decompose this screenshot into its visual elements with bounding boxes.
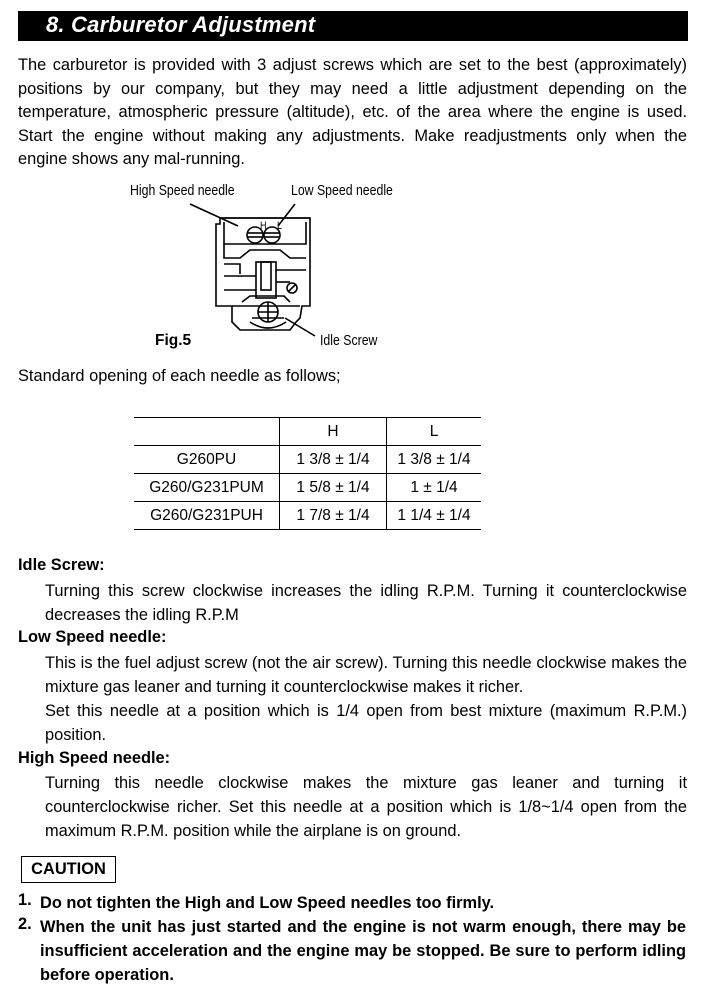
table-cell-h: 1 7/8 ± 1/4 (280, 502, 387, 530)
carburetor-figure (120, 178, 420, 356)
figure-caption: Fig.5 (155, 332, 192, 349)
low-speed-body-1: This is the fuel adjust screw (not the air screw). Turning this needle clockwise makes the mixture gas leaner and turning it counterclockwise makes it richer. (45, 654, 687, 696)
idle-screw-label: Idle Screw (320, 332, 378, 349)
table-cell-l: 1 3/8 ± 1/4 (387, 446, 482, 474)
table-row (134, 474, 481, 502)
table-header-h: H (280, 418, 387, 446)
table-cell-model: G260/G231PUM (134, 474, 280, 502)
table-cell-h: 1 3/8 ± 1/4 (280, 446, 387, 474)
table-row (134, 446, 481, 474)
high-speed-needle-label: High Speed needle (130, 182, 235, 199)
table-cell-h: 1 5/8 ± 1/4 (280, 474, 387, 502)
high-speed-body: Turning this needle clockwise makes the mixture gas leaner and turning it counterclockwise richer. Set this needle at a position which is 1/8~1/4 open from the maximum R.P.M. position while the airplane is on ground. (45, 774, 687, 840)
table-cell-model: G260/G231PUH (134, 502, 280, 530)
table-header-model (134, 418, 280, 446)
idle-screw-heading: Idle Screw: (18, 556, 105, 574)
low-speed-heading: Low Speed needle: (18, 628, 167, 646)
carburetor-drawing (120, 178, 420, 356)
section-title: 8. Carburetor Adjustment (46, 12, 316, 37)
standard-opening-text: Standard opening of each needle as follows; (18, 367, 341, 385)
caution-item-number: 1. (18, 891, 32, 909)
table-header-row (134, 418, 481, 446)
high-speed-leader (190, 204, 238, 226)
idle-screw-leader (285, 318, 315, 336)
h-mark: H (260, 220, 267, 232)
low-speed-needle-label: Low Speed needle (291, 182, 393, 199)
needle-opening-table (134, 417, 481, 530)
table-cell-l: 1 ± 1/4 (387, 474, 482, 502)
caution-label: CAUTION (21, 856, 116, 883)
table-cell-l: 1 1/4 ± 1/4 (387, 502, 482, 530)
idle-screw-body: Turning this screw clockwise increases the idling R.P.M. Turning it counterclockwise decreases the idling R.P.M (45, 582, 687, 624)
caution-item-text: When the unit has just started and the engine is not warm enough, there may be insufficient acceleration and the engine may be stopped. Be sure to perform idling before operation. (40, 918, 686, 985)
table-row (134, 502, 481, 530)
low-speed-body-2: Set this needle at a position which is 1/4 open from best mixture (maximum R.P.M.) position. (45, 702, 687, 744)
high-speed-heading: High Speed needle: (18, 749, 171, 767)
caution-item-number: 2. (18, 915, 32, 933)
table-cell-model: G260PU (134, 446, 280, 474)
table-header-l: L (387, 418, 482, 446)
section-title-bar (18, 11, 688, 41)
l-mark: L (277, 220, 283, 232)
caution-item-text: Do not tighten the High and Low Speed needles too firmly. (40, 894, 495, 912)
intro-paragraph: The carburetor is provided with 3 adjust screws which are set to the best (approximately) positions by our company, but they may need a little adjustment depending on the temperature, atmospheric pressure (altitude), etc. of the area where the engine is used. Start the engine without making any adjustments. Make readjustments only when the engine shows any mal-running. (18, 56, 687, 169)
